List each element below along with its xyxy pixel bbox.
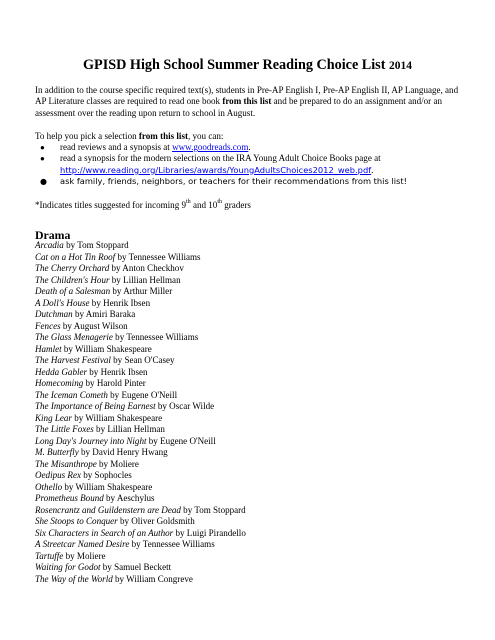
- drama-author: by Henrik Ibsen: [89, 297, 151, 308]
- drama-author: by Moliere: [63, 550, 106, 561]
- drama-item: [35, 551, 246, 563]
- intro-text-2: and be prepared to do an assignment and/or an assessment over the reading upon return to school in August.: [35, 96, 442, 118]
- note-text-1: *Indicates titles suggested for incoming 9: [35, 200, 187, 210]
- drama-title: A Doll's House: [35, 297, 90, 308]
- bullet-icon: ●: [40, 177, 47, 187]
- bullet-ask: [35, 176, 475, 187]
- drama-title: King Lear: [35, 412, 72, 423]
- drama-item: [35, 413, 246, 425]
- drama-author: by William Congreve: [112, 573, 193, 584]
- drama-title: The Children's Hour: [35, 274, 110, 285]
- drama-title: She Stoops to Conquer: [35, 516, 118, 526]
- drama-title: Hamlet: [35, 343, 62, 354]
- bullet-ira: [35, 153, 475, 164]
- drama-title: The Glass Menagerie: [35, 332, 113, 342]
- bullet-icon: ●: [40, 143, 45, 152]
- drama-item: [35, 367, 246, 379]
- drama-item: [35, 459, 246, 471]
- drama-author: by Anton Checkhov: [109, 263, 184, 273]
- drama-author: by Luigi Pirandello: [173, 527, 246, 538]
- bullet1-end: .: [248, 142, 251, 152]
- drama-author: by William Shakespeare: [62, 481, 153, 492]
- note-text-3: graders: [222, 200, 251, 210]
- drama-title: M. Butterfly: [35, 447, 79, 457]
- bullet2-text: read a synopsis for the modern selections on the IRA Young Adult Choice Books page at: [60, 153, 381, 164]
- drama-item: [35, 309, 246, 321]
- intro-text-1: In addition to the course specific required text(s), students in Pre-AP English I, Pre-AP English II, AP Language, and AP Literature classes are required to read one book: [35, 85, 459, 107]
- help-bullet-list: [35, 142, 475, 188]
- drama-title: The Little Foxes: [35, 424, 94, 434]
- drama-title: Arcadia: [35, 240, 64, 250]
- drama-title: A Streetcar Named Desire: [35, 539, 130, 549]
- drama-author: by Amiri Baraka: [72, 309, 136, 319]
- page-title: [0, 56, 495, 75]
- drama-item: [35, 321, 246, 333]
- drama-author: by Moliere: [96, 458, 139, 469]
- drama-item: [35, 252, 246, 264]
- drama-item: [35, 436, 246, 448]
- grade-note: [35, 200, 251, 211]
- drama-title: Cat on a Hot Tin Roof: [35, 251, 116, 262]
- drama-item: [35, 516, 246, 528]
- drama-title: The Harvest Festival: [35, 355, 111, 365]
- drama-author: by Samuel Beckett: [100, 562, 172, 572]
- drama-title: Six Characters in Search of an Author: [35, 527, 174, 538]
- drama-author: by Tom Stoppard: [63, 240, 129, 250]
- drama-title: Homecoming: [35, 378, 84, 388]
- drama-title: Tartuffe: [35, 550, 64, 561]
- drama-author: by Arthur Miller: [110, 286, 173, 296]
- drama-item: [35, 355, 246, 367]
- help-paragraph: [35, 131, 467, 142]
- goodreads-link[interactable]: www.goodreads.com: [172, 142, 249, 152]
- drama-title: Othello: [35, 481, 63, 492]
- drama-item: [35, 505, 246, 517]
- drama-title: Hedda Gabler: [35, 366, 88, 377]
- help-text-1: To help you pick a selection: [35, 131, 139, 141]
- note-text-2: and 10: [190, 200, 218, 210]
- drama-title: Long Day's Journey into Night: [35, 435, 147, 446]
- drama-title: Rosencrantz and Guildenstern are Dead: [35, 504, 181, 515]
- drama-title: The Iceman Cometh: [35, 389, 108, 400]
- drama-item: [35, 298, 246, 310]
- drama-author: by Tom Stoppard: [180, 504, 246, 515]
- drama-author: by Oscar Wilde: [155, 401, 215, 411]
- help-bold: from this list: [138, 131, 188, 141]
- drama-list: [35, 240, 246, 585]
- drama-title: The Misanthrope: [35, 458, 97, 469]
- ira-pdf-link[interactable]: http://www.reading.org/Libraries/awards/YoungAdultsChoices2012_web.pdf: [60, 164, 372, 175]
- bullet-ira-link-line: [35, 165, 475, 176]
- drama-author: by Tennessee Williams: [112, 332, 199, 342]
- drama-heading: Drama: [35, 228, 71, 242]
- drama-title: The Cherry Orchard: [35, 263, 110, 273]
- drama-title: Prometheus Bound: [35, 493, 104, 503]
- drama-author: by Eugene O'Neill: [107, 389, 178, 400]
- bullet1-text: read reviews and a synopsis at: [60, 142, 173, 152]
- drama-title: The Importance of Being Earnest: [35, 401, 156, 411]
- drama-item: [35, 263, 246, 275]
- drama-author: by Henrik Ibsen: [87, 366, 148, 377]
- drama-item: [35, 286, 246, 298]
- drama-author: by Lillian Hellman: [109, 274, 181, 285]
- drama-item: [35, 493, 246, 505]
- intro-paragraph: [35, 85, 467, 119]
- drama-title: Waiting for Godot: [35, 562, 101, 572]
- drama-author: by Tennessee Williams: [115, 251, 201, 262]
- drama-item: [35, 240, 246, 252]
- drama-item: [35, 424, 246, 436]
- drama-title: Dutchman: [35, 309, 73, 319]
- drama-item: [35, 447, 246, 459]
- drama-author: by Lillian Hellman: [93, 424, 165, 434]
- drama-item: [35, 539, 246, 551]
- drama-title: Oedipus Rex: [35, 470, 81, 480]
- drama-author: by Sean O'Casey: [110, 355, 175, 365]
- drama-author: by Tennessee Williams: [129, 539, 215, 549]
- drama-item: [35, 275, 246, 287]
- bullet-icon: ●: [40, 154, 45, 164]
- drama-author: by Eugene O'Neill: [146, 435, 216, 446]
- drama-item: [35, 528, 246, 540]
- help-text-2: , you can:: [187, 131, 224, 141]
- note-sup-1: th: [186, 199, 191, 206]
- drama-item: [35, 344, 246, 356]
- drama-item: [35, 378, 246, 390]
- drama-author: by Aeschylus: [103, 493, 155, 503]
- bullet2-end: .: [371, 164, 374, 175]
- drama-author: by Harold Pinter: [83, 378, 146, 388]
- drama-author: by David Henry Hwang: [78, 447, 168, 457]
- drama-author: by William Shakespeare: [71, 412, 163, 423]
- bullet3-text: ask family, friends, neighbors, or teachers for their recommendations from this list!: [60, 176, 407, 187]
- drama-title: Death of a Salesman: [35, 286, 111, 296]
- title-text: GPISD High School Summer Reading Choice List: [83, 57, 386, 73]
- drama-author: by Sophocles: [80, 470, 132, 480]
- drama-item: [35, 470, 246, 482]
- drama-author: by August Wilson: [60, 320, 128, 331]
- drama-item: [35, 562, 246, 574]
- drama-item: [35, 390, 246, 402]
- note-sup-2: th: [217, 199, 222, 206]
- title-year: 2014: [388, 60, 412, 72]
- drama-title: The Way of the World: [35, 573, 113, 584]
- drama-item: [35, 332, 246, 344]
- drama-item: [35, 482, 246, 494]
- bullet-goodreads: [35, 142, 475, 153]
- drama-title: Fences: [35, 320, 61, 331]
- drama-author: by William Shakespeare: [61, 343, 152, 354]
- drama-item: [35, 401, 246, 413]
- drama-author: by Oliver Goldsmith: [117, 516, 195, 526]
- intro-bold: from this list: [222, 96, 272, 107]
- drama-item: [35, 574, 246, 586]
